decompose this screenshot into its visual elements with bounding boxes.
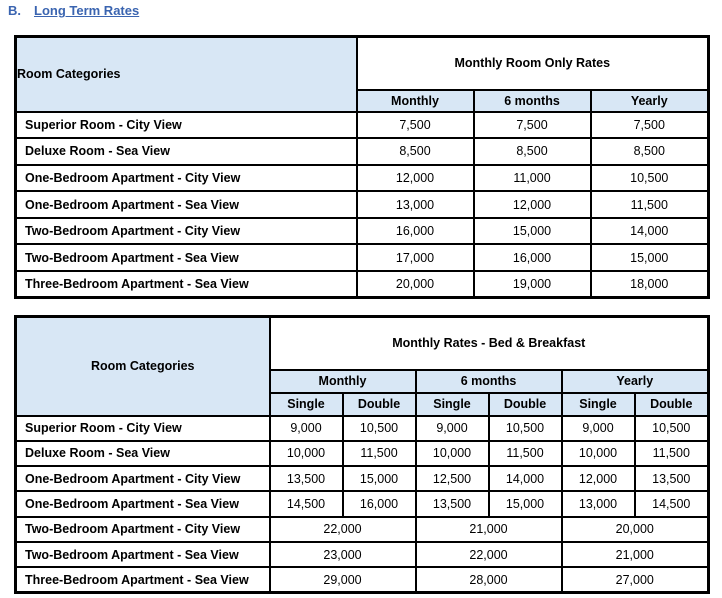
- rate-value-cell: 10,000: [270, 441, 343, 466]
- rate-value-cell: 27,000: [562, 567, 709, 592]
- rate-value-cell: 10,000: [416, 441, 489, 466]
- period-header-6-months: 6 months: [416, 370, 562, 393]
- rate-value-cell: 10,500: [343, 416, 416, 441]
- occupancy-header-single-6-months: Single: [416, 393, 489, 416]
- rate-value-cell: 12,500: [416, 466, 489, 491]
- bed-breakfast-rates-body: [16, 416, 709, 593]
- rate-value-cell: 9,000: [416, 416, 489, 441]
- column-header-yearly: Yearly: [591, 90, 709, 112]
- rate-value-cell: 20,000: [562, 517, 709, 542]
- rate-value-cell: 13,500: [635, 466, 709, 491]
- rate-value-cell: 10,500: [591, 165, 709, 192]
- room-category-cell: Three-Bedroom Apartment - Sea View: [16, 567, 270, 592]
- rate-value-cell: 18,000: [591, 271, 709, 298]
- rate-value-cell: 8,500: [357, 138, 474, 165]
- room-categories-header: Room Categories: [16, 37, 357, 112]
- rate-value-cell: 21,000: [416, 517, 562, 542]
- rate-value-cell: 9,000: [270, 416, 343, 441]
- room-category-cell: Three-Bedroom Apartment - Sea View: [16, 271, 357, 298]
- rate-value-cell: 20,000: [357, 271, 474, 298]
- room-only-rates-table: [14, 35, 710, 299]
- rate-value-cell: 12,000: [357, 165, 474, 192]
- rate-value-cell: 16,000: [474, 244, 591, 271]
- table-row: [16, 138, 709, 165]
- room-category-cell: One-Bedroom Apartment - City View: [16, 466, 270, 491]
- section-heading: [8, 3, 139, 18]
- table-row: [16, 218, 709, 245]
- occupancy-header-double-yearly: Double: [635, 393, 709, 416]
- room-category-cell: Deluxe Room - Sea View: [16, 441, 270, 466]
- rate-value-cell: 14,000: [591, 218, 709, 245]
- room-category-cell: Two-Bedroom Apartment - City View: [16, 517, 270, 542]
- rate-value-cell: 17,000: [357, 244, 474, 271]
- table-row: [16, 567, 709, 592]
- rate-value-cell: 23,000: [270, 542, 416, 567]
- period-header-yearly: Yearly: [562, 370, 709, 393]
- room-categories-header: Room Categories: [16, 317, 270, 416]
- rate-value-cell: 12,000: [562, 466, 635, 491]
- rate-value-cell: 22,000: [416, 542, 562, 567]
- rate-value-cell: 7,500: [474, 112, 591, 139]
- table-row: [16, 542, 709, 567]
- table-row: [16, 271, 709, 298]
- rate-value-cell: 11,500: [591, 191, 709, 218]
- rate-value-cell: 15,000: [489, 491, 562, 516]
- table-header-row: [16, 317, 709, 370]
- table-row: [16, 191, 709, 218]
- rate-value-cell: 11,000: [474, 165, 591, 192]
- column-header-monthly: Monthly: [357, 90, 474, 112]
- rate-value-cell: 13,500: [416, 491, 489, 516]
- table-header-row: [16, 37, 709, 90]
- group-header-room-only: Monthly Room Only Rates: [357, 37, 709, 90]
- rate-value-cell: 8,500: [591, 138, 709, 165]
- rate-value-cell: 10,500: [489, 416, 562, 441]
- rate-value-cell: 28,000: [416, 567, 562, 592]
- room-category-cell: Two-Bedroom Apartment - City View: [16, 218, 357, 245]
- rate-value-cell: 11,500: [489, 441, 562, 466]
- room-only-rates-body: [16, 112, 709, 298]
- table-row: [16, 441, 709, 466]
- rate-value-cell: 16,000: [357, 218, 474, 245]
- rate-value-cell: 10,000: [562, 441, 635, 466]
- room-category-cell: Two-Bedroom Apartment - Sea View: [16, 244, 357, 271]
- occupancy-header-double-monthly: Double: [343, 393, 416, 416]
- period-header-monthly: Monthly: [270, 370, 416, 393]
- occupancy-header-double-6-months: Double: [489, 393, 562, 416]
- column-header-6-months: 6 months: [474, 90, 591, 112]
- rate-value-cell: 14,500: [270, 491, 343, 516]
- occupancy-header-single-yearly: Single: [562, 393, 635, 416]
- rate-value-cell: 14,000: [489, 466, 562, 491]
- room-category-cell: One-Bedroom Apartment - Sea View: [16, 191, 357, 218]
- occupancy-header-single-monthly: Single: [270, 393, 343, 416]
- rate-value-cell: 15,000: [474, 218, 591, 245]
- rate-value-cell: 9,000: [562, 416, 635, 441]
- rate-value-cell: 8,500: [474, 138, 591, 165]
- rate-value-cell: 7,500: [591, 112, 709, 139]
- table-row: [16, 491, 709, 516]
- rate-value-cell: 22,000: [270, 517, 416, 542]
- table-row: [16, 112, 709, 139]
- room-category-cell: Superior Room - City View: [16, 416, 270, 441]
- rate-value-cell: 13,000: [562, 491, 635, 516]
- rate-value-cell: 11,500: [343, 441, 416, 466]
- table-row: [16, 165, 709, 192]
- rate-value-cell: 11,500: [635, 441, 709, 466]
- group-header-bed-breakfast: Monthly Rates - Bed & Breakfast: [270, 317, 709, 370]
- rate-value-cell: 13,500: [270, 466, 343, 491]
- bed-breakfast-rates-table: [14, 315, 710, 594]
- rate-value-cell: 29,000: [270, 567, 416, 592]
- rate-value-cell: 10,500: [635, 416, 709, 441]
- table-row: [16, 517, 709, 542]
- rate-value-cell: 12,000: [474, 191, 591, 218]
- rate-value-cell: 19,000: [474, 271, 591, 298]
- room-category-cell: Superior Room - City View: [16, 112, 357, 139]
- table-row: [16, 244, 709, 271]
- room-category-cell: Deluxe Room - Sea View: [16, 138, 357, 165]
- room-category-cell: One-Bedroom Apartment - City View: [16, 165, 357, 192]
- section-label: B.: [8, 3, 21, 18]
- rate-value-cell: 15,000: [343, 466, 416, 491]
- room-category-cell: One-Bedroom Apartment - Sea View: [16, 491, 270, 516]
- rate-value-cell: 15,000: [591, 244, 709, 271]
- rate-value-cell: 7,500: [357, 112, 474, 139]
- rate-value-cell: 21,000: [562, 542, 709, 567]
- room-category-cell: Two-Bedroom Apartment - Sea View: [16, 542, 270, 567]
- rate-value-cell: 14,500: [635, 491, 709, 516]
- rate-value-cell: 16,000: [343, 491, 416, 516]
- table-row: [16, 416, 709, 441]
- section-title-link[interactable]: Long Term Rates: [34, 3, 140, 18]
- table-row: [16, 466, 709, 491]
- rate-value-cell: 13,000: [357, 191, 474, 218]
